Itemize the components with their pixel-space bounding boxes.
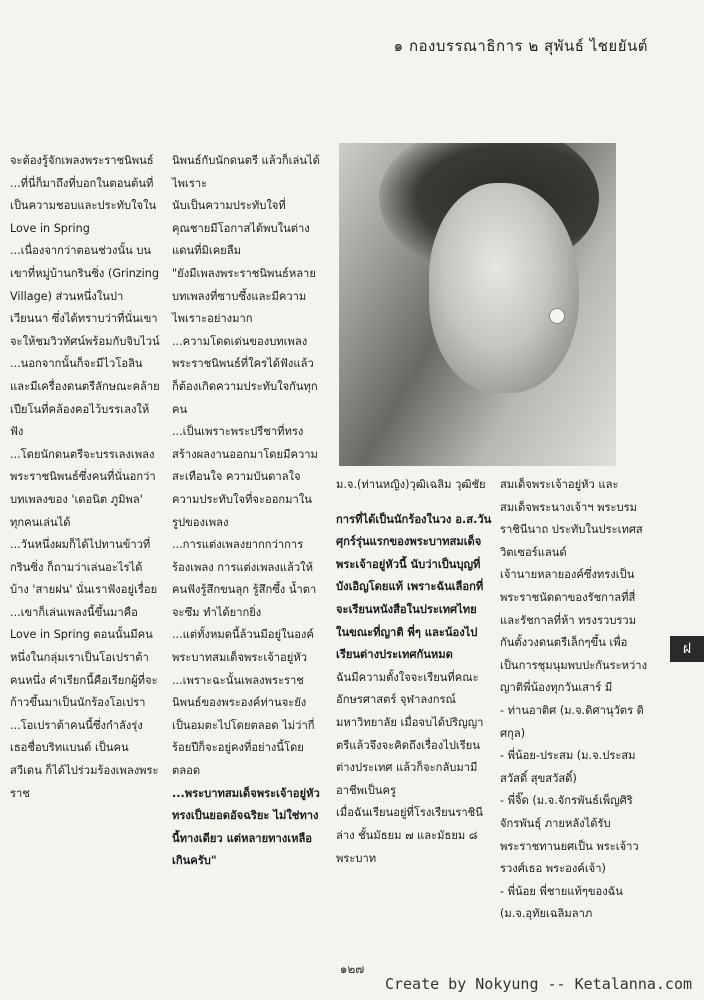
paragraph: ...แต่ทั้งหมดนี้ล้วนมีอยู่ในองค์พระบาทสมเด็จพระเจ้าอยู่หัว [172,628,314,665]
list-item: - ท่านอาติศ (ม.จ.ดิศานุวัตร ดิศกุล) [500,703,644,740]
lead-paragraph: การที่ได้เป็นนักร้องในวง อ.ส.วันศุกร์รุ่นแรกของพระบาทสมเด็จพระเจ้าอยู่หัวนี้ นับว่าเป็นบุญที่บังเอิญโดยแท้ เพราะฉันเลือกที่จะเรียนหนังสือในประเทศไทย ในขณะที่ญาติ พี่ๆ และน้องไปเรียนต่างประเทศกันหมด [336,512,492,662]
paragraph: ...วันหนึ่งผมก็ได้ไปทานข้าวที่กรินซิ่ง ก็ถามว่าเล่นอะไรได้บ้าง 'สายฝน' นั่นเราฟังอยู่เรื่อย [10,538,158,597]
article-column-2 [172,150,320,873]
page-number: ๑๒๗ [339,962,365,976]
paragraph: สมเด็จพระเจ้าอยู่หัว และสมเด็จพระนางเจ้าฯ พระบรมราชินีนาถ ประทับในประเทศสวิตเซอร์แลนด์ [500,478,643,559]
portrait-face [429,183,579,393]
portrait-photo [339,143,616,466]
list-item: - พี่น้อย-ประสม (ม.จ.ประสมสวัสดิ์ สุขสวัสดิ์) [500,749,636,785]
paragraph: นับเป็นความประทับใจที่คุณชายมีโอกาสได้พบในต่างแดนที่มิเคยลืม [172,199,310,258]
article-column-3 [336,474,492,870]
paragraph: ...เนื่องจากว่าตอนช่วงนั้น บนเขาที่หมู่บ้านกรินซิ่ง (Grinzing Village) ส่วนหนึ่งในปาเวียนนา ซึ่งได้ทราบว่าที่นั่นเขาจะให้ชมวิวทัศน์พร้อมกับจิบไวน์ [10,244,163,348]
paragraph: ...เขาก็เล่นเพลงนี้ขึ้นมาคือ Love in Spring ตอนนั้นมีคนหนึ่งในกลุ่มเราเป็นโอเปราต้าคนหนึ่ง คำเรียกนี้คือเรียกผู้ที่จะก้าวขึ้นมาเป็นนักร้องโอเปรา [10,605,158,710]
page-header: ๑ กองบรรณาธิการ ๒ สุพันธ์ ไชยยันต์ [393,37,648,55]
section-tab-marker: ฝ [670,636,704,662]
paragraph: "ยังมีเพลงพระราชนิพนธ์หลายบทเพลงที่ซาบซึ้งและมีความไพเราะอย่างมาก [172,266,316,326]
paragraph: ...โดยนักดนตรีจะบรรเลงเพลงพระราชนิพนธ์ซึ่งคนที่นั่นอกว่าบทเพลงของ 'เดอนิต ภูมิพล' ทุกคนเล่นได้ [10,447,156,529]
paragraph: เมื่อฉันเรียนอยู่ที่โรงเรียนราชินีล่าง ชั้นมัธยม ๗ และมัธยม ๘ พระบาท [336,806,483,865]
article-column-1 [10,150,163,805]
pearl-earring [549,308,565,324]
credit-line: Create by Nokyung -- Ketalanna.com [384,975,692,993]
paragraph: ...การแต่งเพลงยากกว่าการร้องเพลง การแต่งเพลงแล้วให้คนฟังรู้สึกขนลุก รู้สึกซึ้ง น้ำตาจะซึม ทำได้ยากยิ่ง [172,538,317,619]
photo-caption: ม.จ.(ท่านหญิง)วุฒิเฉลิม วุฒิชัย [336,478,486,491]
paragraph: จะต้องรู้จักเพลงพระราชนิพนธ์ [10,154,154,167]
paragraph: ฉันมีความตั้งใจจะเรียนที่คณะอักษรศาสตร์ จุฬาลงกรณ์มหาวิทยาลัย เมื่อจบได้ปริญญาตรีแล้วจึงจะคิดถึงเรื่องไปเรียนต่างประเทศ แล้วก็จะกลับมามีอาชีพเป็นครู [336,670,484,797]
paragraph: ...ความโดดเด่นของบทเพลงพระราชนิพนธ์ที่ใครได้ฟังแล้วก็ต้องเกิดความประทับใจกันทุกคน [172,334,318,416]
paragraph: ...โอเปราต้าคนนี้ซึ่งกำลังรุ่ง เธอชื่อบริทแบนด์ เป็นคนสวีเดน ก็ได้ไปร่วมร้องเพลงพระราช [10,718,159,800]
article-column-4 [500,474,650,926]
paragraph: นิพนธ์กับนักดนตรี แล้วก็เล่นได้ไพเราะ [172,154,320,190]
paragraph: ...นอกจากนั้นก็จะมีไวโอลิน และมีเครื่องดนตรีลักษณะคล้ายเปียโนที่คล้องคอไว้บรรเลงให้ฟัง [10,357,160,439]
list-item: - พี่จิ๊ด (ม.จ.จักรพันธ์เพ็ญศิริ จักรพันธุ์ ภายหลังได้รับพระราชทานยศเป็น พระเจ้าวรวงศ์เธอ พระองค์เจ้า) [500,794,639,876]
closing-quote: ...พระบาทสมเด็จพระเจ้าอยู่หัวทรงเป็นยอดอัจฉริยะ ไม่ใช่ทางนี้ทางเดียว แต่หลายทางเหลือเกินครับ" [172,786,320,868]
paragraph: ...เป็นเพราะพระปรีชาที่ทรงสร้างผลงานออกมาโดยมีความสะเทือนใจ ความบันดาลใจ ความประทับใจที่จะออกมาในรูปของเพลง [172,425,318,529]
paragraph: เจ้านายหลายองค์ซึ่งทรงเป็นพระราชนัดดาของรัชกาลที่สี่และรัชกาลที่ห้า ทรงรวบรวมกันตั้งวงดนตรีเล็กๆขึ้น เพื่อเป็นการชุมนุมพบปะกันระหว่างญาติพี่น้องทุกวันเสาร์ มี [500,568,648,695]
paragraph: ...ที่นี่ก็มาถึงที่บอกในตอนต้นที่เป็นความชอบและประทับใจใน Love in Spring [10,176,160,235]
list-item: - พี่น้อย พี่ชายแท้ๆของฉัน (ม.จ.อุทัยเฉลิมลาภ [500,884,627,921]
paragraph: ...เพราะฉะนั้นเพลงพระราชนิพนธ์ของพระองค์ท่านจะยังเป็นอมตะไปโดยตลอด ไม่ว่ากี่ร้อยปีก็จะอยู่คงที่อย่างนี้โดยตลอด [172,673,315,778]
